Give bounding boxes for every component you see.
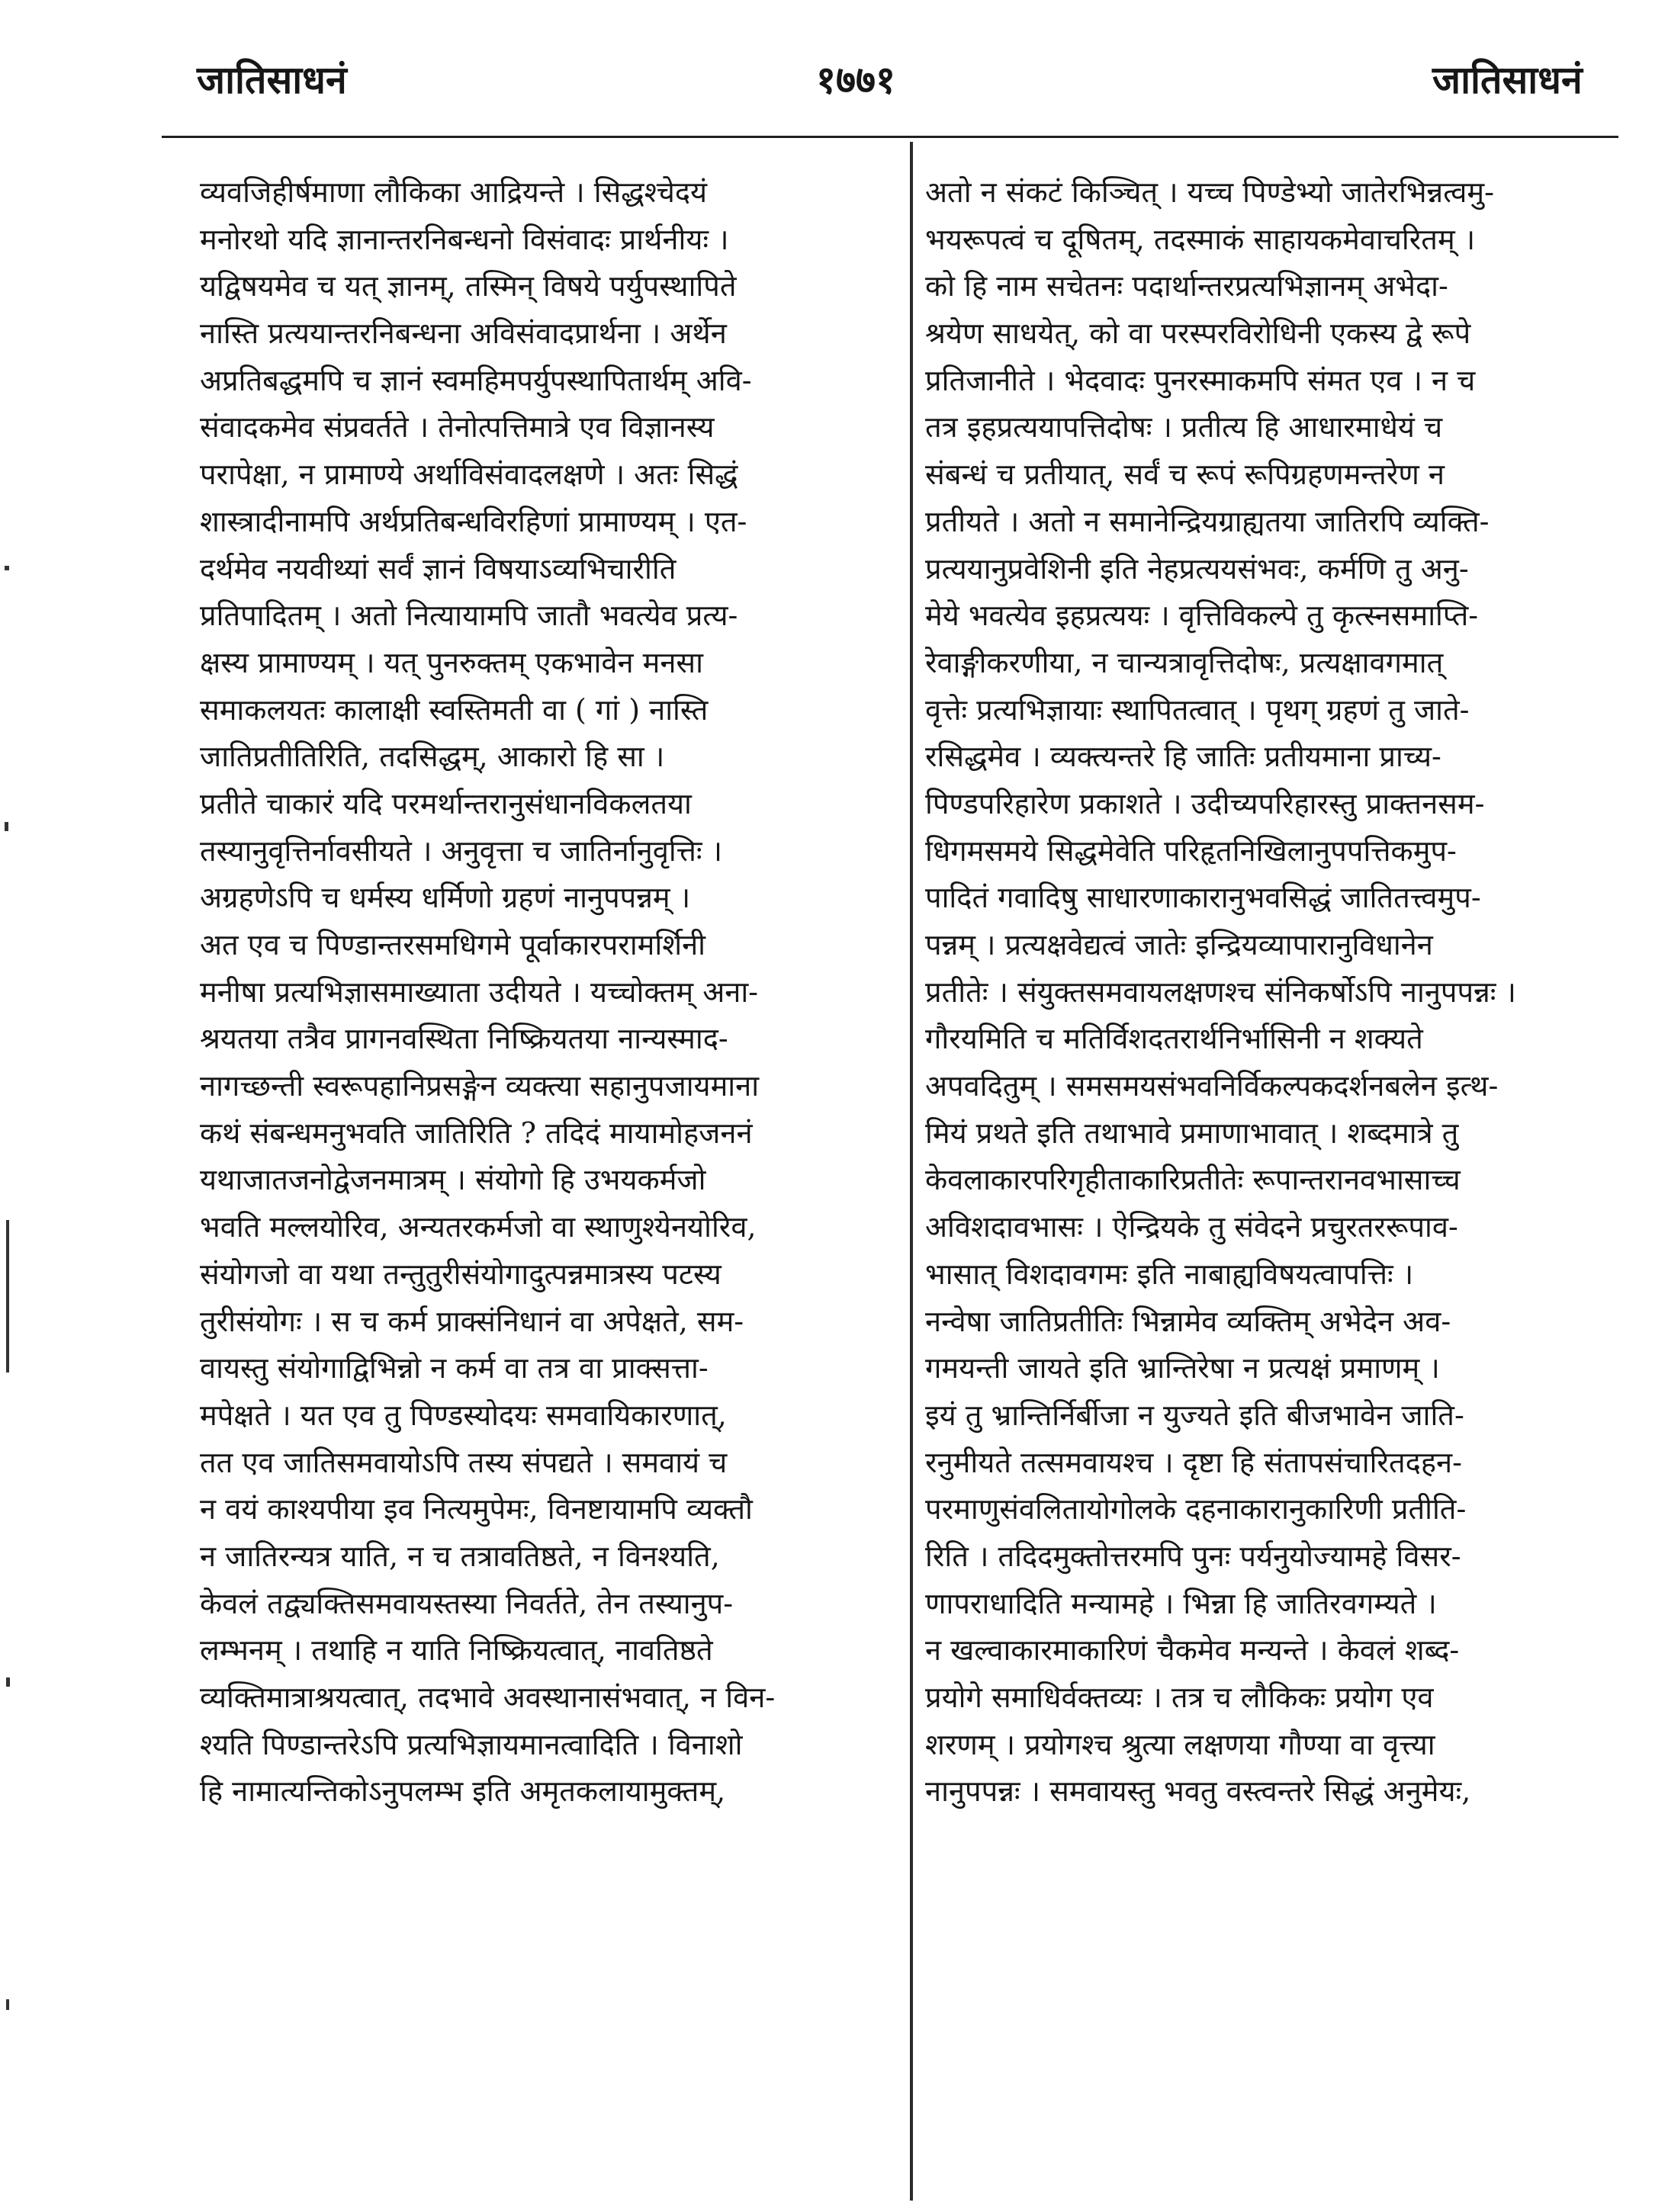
text-line: अतो न संकटं किञ्चित् । यच्च पिण्डेभ्यो जातेरभिन्नत्वमु- — [925, 175, 1494, 209]
page-number: १७७१ — [816, 57, 895, 102]
text-line: मेये भवत्येव इहप्रत्ययः । वृत्तिविकल्पे तु कृत्स्नसमाप्ति- — [925, 599, 1479, 633]
text-line: भवति मल्लयोरिव, अन्यतरकर्मजो वा स्थाणुश्येनयोरिव, — [200, 1210, 757, 1244]
text-line: संवादकमेव संप्रवर्तते । तेनोत्पत्तिमात्रे एव विज्ञानस्य — [200, 410, 715, 445]
text-line: वायस्तु संयोगाद्विभिन्नो न कर्म वा तत्र वा प्राक्सत्ता- — [200, 1351, 709, 1385]
text-line: मनोरथो यदि ज्ञानान्तरनिबन्धनो विसंवादः प्रार्थनीयः । — [200, 222, 729, 256]
text-line: परमाणुसंवलितायोगोलके दहनाकारानुकारिणी प्रतीति- — [925, 1492, 1467, 1527]
text-line: लम्भनम् । तथाहि न याति निष्क्रियत्वात्, नावतिष्ठते — [200, 1633, 713, 1668]
text-line: संयोगजो वा यथा तन्तुतुरीसंयोगादुत्पन्नमात्रस्य पटस्य — [200, 1257, 722, 1291]
right-column — [925, 169, 1612, 2198]
text-line: शरणम् । प्रयोगश्च श्रुत्या लक्षणया गौण्या वा वृत्त्या — [925, 1727, 1435, 1761]
text-line: समाकलयतः कालाक्षी स्वस्तिमती वा ( गां ) नास्ति — [200, 692, 709, 727]
text-line: यथाजातजनोद्वेजनमात्रम् । संयोगो हि उभयकर्मजो — [200, 1163, 706, 1197]
scan-margin-mark — [6, 1220, 9, 1372]
text-line: नागच्छन्ती स्वरूपहानिप्रसङ्गेन व्यक्त्या सहानुपजायमाना — [200, 1069, 760, 1103]
text-line: पन्नम् । प्रत्यक्षवेद्यत्वं जातेः इन्द्रियव्यापारानुविधानेन — [925, 928, 1433, 962]
text-line: गौरयमिति च मतिर्विशदतरार्थनिर्भासिनी न शक्यते — [925, 1022, 1423, 1056]
text-line: केवलं तद्व्यक्तिसमवायस्तस्या निवर्तते, तेन तस्यानुप- — [200, 1586, 734, 1620]
text-line: केवलाकारपरिगृहीताकारिप्रतीतेः रूपान्तरानवभासाच्च — [925, 1163, 1461, 1197]
text-line: अग्रहणेऽपि च धर्मस्य धर्मिणो ग्रहणं नानुपपन्नम् । — [200, 881, 691, 915]
text-line: व्यवजिहीर्षमाणा लौकिका आद्रियन्ते । सिद्धश्चेदयं — [200, 175, 708, 209]
column-divider — [910, 142, 913, 2201]
text-line: दर्थमेव नयवीथ्यां सर्वं ज्ञानं विषयाऽव्यभिचारीति — [200, 551, 677, 586]
scan-margin-mark — [6, 1677, 10, 1687]
text-line: पादितं गवादिषु साधारणाकारानुभवसिद्धं जातितत्त्वमुप- — [925, 881, 1481, 915]
text-line: भयरूपत्वं च दूषितम्, तदस्माकं साहायकमेवाचरितम् । — [925, 222, 1476, 256]
text-line: पिण्डपरिहारेण प्रकाशते । उदीच्यपरिहारस्तु प्राक्तनसम- — [925, 786, 1485, 820]
text-line: प्रतीयते । अतो न समानेन्द्रियग्राह्यतया जातिरपि व्यक्ति- — [925, 504, 1490, 538]
text-line: न वयं काश्यपीया इव नित्यमुपेमः, विनष्टायामपि व्यक्तौ — [200, 1492, 753, 1527]
text-line: शास्त्रादीनामपि अर्थप्रतिबन्धविरहिणां प्रामाण्यम् । एत- — [200, 504, 747, 538]
text-line: तस्यानुवृत्तिर्नावसीयते । अनुवृत्ता च जातिर्नानुवृत्तिः । — [200, 833, 723, 868]
text-line: मपेक्षते । यत एव तु पिण्डस्योदयः समवायिकारणात्, — [200, 1398, 727, 1432]
text-line: धिगमसमये सिद्धमेवेति परिहृतनिखिलानुपपत्तिकमुप- — [925, 833, 1457, 868]
text-line: अत एव च पिण्डान्तरसमधिगमे पूर्वाकारपरामर्शिनी — [200, 928, 706, 962]
text-line: जातिप्रतीतिरिति, तदसिद्धम्, आकारो हि सा । — [200, 740, 665, 774]
text-line: प्रयोगे समाधिर्वक्तव्यः । तत्र च लौकिकः प्रयोग एव — [925, 1681, 1434, 1714]
text-line: परापेक्षा, न प्रामाण्ये अर्थाविसंवादलक्षणे । अतः सिद्धं — [200, 457, 738, 492]
text-line: तत एव जातिसमवायोऽपि तस्य संपद्यते । समवायं च — [200, 1445, 728, 1479]
text-line: प्रतिजानीते । भेदवादः पुनरस्माकमपि संमत एव । न च — [925, 363, 1476, 397]
text-line: न जातिरन्यत्र याति, न च तत्रावतिष्ठते, न विनश्यति, — [200, 1539, 720, 1573]
text-line: व्यक्तिमात्राश्रयत्वात्, तदभावे अवस्थानासंभवात्, न विन- — [200, 1681, 776, 1714]
text-line: रेवाङ्गीकरणीया, न चान्यत्रावृत्तिदोषः, प्रत्यक्षावगमात् — [925, 645, 1444, 679]
text-line: संबन्धं च प्रतीयात्, सर्वं च रूपं रूपिग्रहणमन्तरेण न — [925, 457, 1445, 492]
text-line: को हि नाम सचेतनः पदार्थान्तरप्रत्यभिज्ञानम् अभेदा- — [925, 269, 1448, 303]
text-line: तत्र इहप्रत्ययापत्तिदोषः । प्रतीत्य हि आधारमाधेयं च — [925, 410, 1443, 445]
text-line: अपवदितुम् । समसमयसंभवनिर्विकल्पकदर्शनबलेन इत्थ- — [925, 1069, 1499, 1103]
text-line: तुरीसंयोगः । स च कर्म प्राक्संनिधानं वा अपेक्षते, सम- — [200, 1304, 744, 1338]
text-line: कथं संबन्धमनुभवति जातिरिति ? तदिदं मायामोहजननं — [200, 1116, 753, 1150]
scan-margin-mark — [5, 822, 8, 831]
text-line: नन्वेषा जातिप्रतीतिः भिन्नामेव व्यक्तिम् अभेदेन अव- — [925, 1304, 1451, 1338]
text-line: प्रतिपादितम् । अतो नित्यायामपि जातौ भवत्येव प्रत्य- — [200, 599, 738, 633]
text-line: न खल्वाकारमाकारिणं चैकमेव मन्यन्ते । केवलं शब्द- — [925, 1633, 1460, 1668]
text-line: मियं प्रथते इति तथाभावे प्रमाणाभावात् । शब्दमात्रे तु — [925, 1116, 1459, 1150]
text-line: हि नामात्यन्तिकोऽनुपलम्भ इति अमृतकलायामुक्तम्, — [200, 1774, 726, 1809]
left-column — [200, 169, 891, 2198]
scan-margin-mark — [5, 566, 9, 570]
text-line: मनीषा प्रत्यभिज्ञासमाख्याता उदीयते । यच्चोक्तम् अना- — [200, 974, 759, 1009]
running-head-right: जातिसाधनं — [1432, 57, 1583, 102]
text-line: रनुमीयते तत्समवायश्च । दृष्टा हि संतापसंचारितदहन- — [925, 1445, 1462, 1479]
text-line: प्रत्ययानुप्रवेशिनी इति नेहप्रत्ययसंभवः, कर्मणि तु अनु- — [925, 551, 1469, 586]
text-line: प्रतीते चाकारं यदि परमर्थान्तरानुसंधानविकलतया — [200, 786, 692, 820]
text-line: वृत्तेः प्रत्यभिज्ञायाः स्थापितत्वात् । पृथग् ग्रहणं तु जाते- — [925, 692, 1470, 727]
text-line: रिति । तदिदमुक्तोत्तरमपि पुनः पर्यनुयोज्यामहे विसर- — [925, 1539, 1461, 1573]
text-line: प्रतीतेः । संयुक्तसमवायलक्षणश्च संनिकर्षोऽपि नानुपपन्नः । — [925, 974, 1516, 1009]
running-head-left: जातिसाधनं — [197, 57, 347, 102]
text-line: अविशदावभासः । ऐन्द्रियके तु संवेदने प्रचुरतररूपाव- — [925, 1210, 1458, 1244]
text-line: इयं तु भ्रान्तिर्निर्बीजा न युज्यते इति बीजभावेन जाति- — [925, 1398, 1464, 1432]
text-line: रसिद्धमेव । व्यक्त्यन्तरे हि जातिः प्रतीयमाना प्राच्य- — [925, 740, 1441, 774]
text-line: नास्ति प्रत्ययान्तरनिबन्धना अविसंवादप्रार्थना । अर्थेन — [200, 316, 727, 351]
text-line: श्रयेण साधयेत्, को वा परस्परविरोधिनी एकस्य द्वे रूपे — [925, 316, 1471, 351]
scan-margin-mark — [6, 1999, 9, 2010]
text-line: यद्विषयमेव च यत् ज्ञानम्, तस्मिन् विषये पर्युपस्थापिते — [200, 269, 737, 303]
text-line: गमयन्ती जायते इति भ्रान्तिरेषा न प्रत्यक्षं प्रमाणम् । — [925, 1351, 1440, 1385]
text-line: अप्रतिबद्धमपि च ज्ञानं स्वमहिमपर्युपस्थापितार्थम् अवि- — [200, 363, 752, 397]
text-line: श्रयतया तत्रैव प्रागनवस्थिता निष्क्रियतया नान्यस्माद- — [200, 1022, 728, 1056]
text-line: भासात् विशदावगमः इति नाबाह्यविषयत्वापत्तिः । — [925, 1257, 1414, 1291]
text-line: णापराधादिति मन्यामहे । भिन्ना हि जातिरवगम्यते । — [925, 1586, 1437, 1620]
text-line: क्षस्य प्रामाण्यम् । यत् पुनरुक्तम् एकभावेन मनसा — [200, 645, 703, 679]
text-line: नानुपपन्नः । समवायस्तु भवतु वस्त्वन्तरे सिद्धं अनुमेयः, — [925, 1774, 1471, 1809]
header-divider — [162, 136, 1618, 138]
text-line: श्यति पिण्डान्तरेऽपि प्रत्यभिज्ञायमानत्वादिति । विनाशो — [200, 1727, 743, 1761]
